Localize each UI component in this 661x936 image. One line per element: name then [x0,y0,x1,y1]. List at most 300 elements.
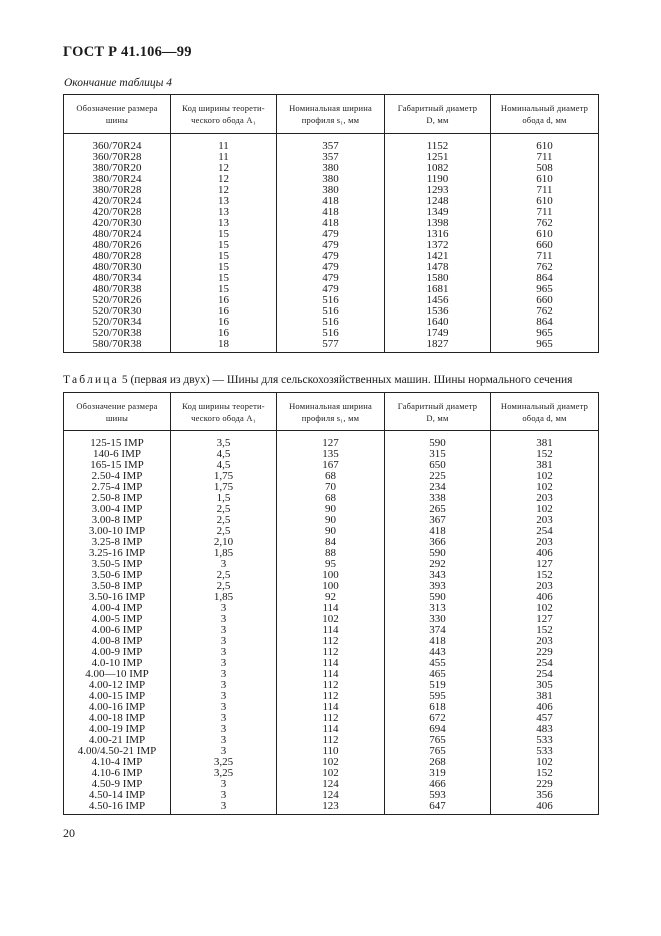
table-cell: 465 [385,669,491,680]
table-cell: 480/70R38 [64,284,171,295]
table-cell: 4.00-16 IMP [64,702,171,713]
table-cell: 1372 [385,240,491,251]
table5-body [64,431,599,815]
table-cell: 965 [491,328,599,339]
table-cell: 457 [491,713,599,724]
table-cell: 3 [171,625,277,636]
table-cell: 765 [385,746,491,757]
table-cell: 127 [491,614,599,625]
table-cell: 16 [171,328,277,339]
table-cell: 112 [277,713,385,724]
table-cell: 380/70R20 [64,163,171,174]
table-cell: 15 [171,229,277,240]
table-cell: 374 [385,625,491,636]
table-cell: 711 [491,185,599,196]
column-header-line: Номинальный диаметр [500,400,589,411]
table-cell: 167 [277,460,385,471]
table-cell: 16 [171,295,277,306]
table5-caption [63,374,572,386]
table-cell: 418 [385,636,491,647]
column-header-line: D, мм [426,115,449,125]
table-cell: 711 [491,152,599,163]
table5-column-header [171,393,277,431]
table-cell: 1827 [385,339,491,353]
table-cell: 1,75 [171,482,277,493]
table4-body [64,134,599,353]
table4 [63,94,599,353]
table4-column-header [491,95,599,134]
table-cell: 380 [277,163,385,174]
column-header-line: Обозначение размера [76,103,158,113]
column-header-line: Габаритный диаметр [397,103,478,113]
table-cell: 13 [171,218,277,229]
table-cell: 3 [171,603,277,614]
table-cell: 15 [171,273,277,284]
table-cell: 152 [491,570,599,581]
table-cell: 2,10 [171,537,277,548]
table-cell: 123 [277,801,385,815]
table-cell: 406 [491,592,599,603]
table-cell: 516 [277,295,385,306]
column-header-line: Габаритный диаметр [397,400,478,411]
table5-column-header [385,393,491,431]
table-cell: 1,85 [171,548,277,559]
table-cell: 357 [277,152,385,163]
table-cell: 762 [491,218,599,229]
table-cell: 479 [277,251,385,262]
table-cell: 330 [385,614,491,625]
table-cell: 102 [491,603,599,614]
table-cell: 3 [171,680,277,691]
table-cell: 3.50-8 IMP [64,581,171,592]
table-cell: 135 [277,449,385,460]
table-cell: 165-15 IMP [64,460,171,471]
table4-column-header [385,95,491,134]
table-cell: 229 [491,779,599,790]
table-cell: 3 [171,691,277,702]
table-cell: 479 [277,240,385,251]
table-cell: 3 [171,790,277,801]
table5-caption-text: 5 (первая из двух) — Шины для сельскохозяйственных машин. Шины нормального сечения [118,374,573,386]
table-cell: 610 [491,174,599,185]
table-cell: 360/70R28 [64,152,171,163]
table-cell: 3 [171,669,277,680]
table-cell: 479 [277,229,385,240]
table-cell: 3 [171,614,277,625]
table-cell: 3 [171,746,277,757]
table-cell: 660 [491,295,599,306]
table-cell: 356 [491,790,599,801]
table-cell: 203 [491,515,599,526]
table-cell: 112 [277,636,385,647]
table-cell: 100 [277,581,385,592]
table-cell: 533 [491,735,599,746]
table4-column-header [277,95,385,134]
table-cell: 12 [171,163,277,174]
column-header-line: шины [105,412,129,423]
table-cell: 1248 [385,196,491,207]
table-cell: 1749 [385,328,491,339]
table-cell: 1293 [385,185,491,196]
table-cell: 102 [491,757,599,768]
table-cell: 480/70R34 [64,273,171,284]
table-cell: 4.00-6 IMP [64,625,171,636]
table-cell: 18 [171,339,277,353]
table-cell: 114 [277,702,385,713]
column-header-line: профиля s₁, мм [301,412,360,423]
table-cell: 114 [277,658,385,669]
table-cell: 2,5 [171,570,277,581]
table-cell: 234 [385,482,491,493]
table4-caption: Окончание таблицы 4 [64,77,172,89]
table-cell: 762 [491,306,599,317]
table-cell: 229 [491,647,599,658]
column-header-line: Код ширины теорети- [182,400,265,411]
table-cell: 1349 [385,207,491,218]
table-cell: 520/70R38 [64,328,171,339]
table-cell: 3.00-8 IMP [64,515,171,526]
table-cell: 114 [277,669,385,680]
table5-caption-prefix: Таблица [63,374,119,386]
table-cell: 590 [385,438,491,449]
table-cell: 765 [385,735,491,746]
table-cell: 11 [171,141,277,152]
table-cell: 343 [385,570,491,581]
table-cell: 4.00-4 IMP [64,603,171,614]
table-cell: 480/70R26 [64,240,171,251]
table4-column-header [64,95,171,134]
table-cell: 520/70R34 [64,317,171,328]
table-cell: 12 [171,174,277,185]
table-cell: 102 [491,482,599,493]
table-cell: 516 [277,317,385,328]
column-header-line: Обозначение размера [76,400,158,411]
table-cell: 420/70R24 [64,196,171,207]
table-cell: 1640 [385,317,491,328]
table-cell: 4.00/4.50-21 IMP [64,746,171,757]
table-cell: 4,5 [171,460,277,471]
table-cell: 479 [277,284,385,295]
table-cell: 2,5 [171,581,277,592]
table-cell: 4.00-21 IMP [64,735,171,746]
table-cell: 254 [491,669,599,680]
table-cell: 127 [277,438,385,449]
table-row [64,339,599,353]
table-cell: 380/70R24 [64,174,171,185]
table-cell: 102 [277,614,385,625]
table-cell: 593 [385,790,491,801]
table-cell: 3 [171,702,277,713]
table-cell: 15 [171,262,277,273]
table-cell: 864 [491,273,599,284]
table-cell: 381 [491,691,599,702]
table-cell: 406 [491,702,599,713]
table-cell: 380 [277,174,385,185]
table-cell: 381 [491,460,599,471]
table-cell: 1,85 [171,592,277,603]
table-cell: 124 [277,779,385,790]
table-cell: 4.00-12 IMP [64,680,171,691]
table-cell: 4.10-4 IMP [64,757,171,768]
page-number: 20 [63,826,75,840]
table-row [64,801,599,815]
table-cell: 125-15 IMP [64,438,171,449]
table-cell: 152 [491,449,599,460]
table-cell: 1316 [385,229,491,240]
table-cell: 203 [491,636,599,647]
table-cell: 88 [277,548,385,559]
table-cell: 1580 [385,273,491,284]
table-cell: 380 [277,185,385,196]
table-cell: 660 [491,240,599,251]
table-cell: 4.50-16 IMP [64,801,171,815]
table-cell: 4.00—10 IMP [64,669,171,680]
table-cell: 102 [491,471,599,482]
table-cell: 95 [277,559,385,570]
table-cell: 965 [491,284,599,295]
table-cell: 4.00-5 IMP [64,614,171,625]
table-cell: 366 [385,537,491,548]
table-cell: 694 [385,724,491,735]
table-cell: 292 [385,559,491,570]
table-cell: 4,5 [171,449,277,460]
column-header-line: обода d, мм [522,412,567,423]
table-cell: 3.50-6 IMP [64,570,171,581]
table-cell: 3.25-8 IMP [64,537,171,548]
table-cell: 3.00-4 IMP [64,504,171,515]
column-header-line: ческого обода A₁ [191,115,256,125]
table5-column-header [491,393,599,431]
table-cell: 520/70R26 [64,295,171,306]
table-cell: 1,75 [171,471,277,482]
table-cell: 1190 [385,174,491,185]
table-cell: 152 [491,768,599,779]
table-cell: 268 [385,757,491,768]
table-cell: 13 [171,196,277,207]
table-cell: 3 [171,647,277,658]
table-cell: 580/70R38 [64,339,171,353]
table-cell: 3 [171,801,277,815]
table-cell: 112 [277,691,385,702]
table-cell: 2,5 [171,526,277,537]
table-cell: 4.00-8 IMP [64,636,171,647]
table-cell: 3.50-5 IMP [64,559,171,570]
column-header-line: Номинальный диаметр [500,103,589,113]
table-cell: 672 [385,713,491,724]
table-cell: 3.50-16 IMP [64,592,171,603]
table-cell: 595 [385,691,491,702]
table-cell: 1456 [385,295,491,306]
table-cell: 102 [277,757,385,768]
table-cell: 650 [385,460,491,471]
table-cell: 114 [277,724,385,735]
table-cell: 2,5 [171,515,277,526]
table5 [63,392,599,815]
table-cell: 420/70R28 [64,207,171,218]
table-cell: 4.00-19 IMP [64,724,171,735]
table-cell: 68 [277,493,385,504]
table-cell: 3 [171,658,277,669]
table-cell: 254 [491,658,599,669]
table-cell: 68 [277,471,385,482]
table-cell: 3 [171,724,277,735]
table-cell: 3,5 [171,438,277,449]
table-cell: 90 [277,515,385,526]
table-cell: 102 [491,504,599,515]
table-cell: 11 [171,152,277,163]
column-header-line: ческого обода A₁ [191,412,256,423]
table-cell: 1,5 [171,493,277,504]
table-cell: 965 [491,339,599,353]
table-cell: 418 [385,526,491,537]
table-cell: 203 [491,581,599,592]
table-cell: 480/70R28 [64,251,171,262]
table-cell: 443 [385,647,491,658]
table-cell: 520/70R30 [64,306,171,317]
table-cell: 4.50-9 IMP [64,779,171,790]
column-header-line: обода d, мм [522,115,567,125]
table-cell: 12 [171,185,277,196]
table5-column-header [277,393,385,431]
table-cell: 225 [385,471,491,482]
table-cell: 393 [385,581,491,592]
table-cell: 254 [491,526,599,537]
table-cell: 152 [491,625,599,636]
table-cell: 466 [385,779,491,790]
table4-header-row [64,95,599,134]
table-cell: 4.00-18 IMP [64,713,171,724]
table-cell: 381 [491,438,599,449]
table-cell: 1082 [385,163,491,174]
table-cell: 1398 [385,218,491,229]
table-cell: 590 [385,592,491,603]
table-cell: 13 [171,207,277,218]
table-cell: 140-6 IMP [64,449,171,460]
table-cell: 2.50-4 IMP [64,471,171,482]
table-cell: 1478 [385,262,491,273]
table-cell: 483 [491,724,599,735]
table-cell: 3.25-16 IMP [64,548,171,559]
table-cell: 406 [491,801,599,815]
table-cell: 203 [491,537,599,548]
column-header-line: Номинальная ширина [289,103,372,113]
table-cell: 84 [277,537,385,548]
table-cell: 110 [277,746,385,757]
table-cell: 338 [385,493,491,504]
table-cell: 360/70R24 [64,141,171,152]
table-cell: 3 [171,636,277,647]
table-cell: 418 [277,196,385,207]
table-cell: 610 [491,141,599,152]
table-cell: 3 [171,779,277,790]
table-cell: 577 [277,339,385,353]
table-cell: 127 [491,559,599,570]
table-cell: 203 [491,493,599,504]
table-cell: 1152 [385,141,491,152]
column-header-line: профиля s₁, мм [301,115,360,125]
table-cell: 112 [277,680,385,691]
table-cell: 100 [277,570,385,581]
table-cell: 4.00-9 IMP [64,647,171,658]
table-cell: 102 [277,768,385,779]
table-cell: 418 [277,207,385,218]
table-cell: 418 [277,218,385,229]
table-cell: 711 [491,251,599,262]
column-header-line: Код ширины теорети- [182,103,265,113]
table-cell: 90 [277,504,385,515]
table-cell: 3,25 [171,757,277,768]
table-cell: 305 [491,680,599,691]
table-cell: 16 [171,317,277,328]
table-cell: 516 [277,328,385,339]
table-cell: 590 [385,548,491,559]
table-cell: 479 [277,262,385,273]
table-cell: 319 [385,768,491,779]
table5-header-row [64,393,599,431]
table-cell: 864 [491,317,599,328]
table-cell: 610 [491,229,599,240]
table-cell: 420/70R30 [64,218,171,229]
table-cell: 70 [277,482,385,493]
table-cell: 480/70R30 [64,262,171,273]
table-cell: 1251 [385,152,491,163]
table-cell: 2.50-8 IMP [64,493,171,504]
table-cell: 1681 [385,284,491,295]
table-cell: 533 [491,746,599,757]
table-cell: 313 [385,603,491,614]
table-cell: 92 [277,592,385,603]
table-cell: 3 [171,713,277,724]
table-cell: 380/70R28 [64,185,171,196]
table-cell: 4.00-15 IMP [64,691,171,702]
table-cell: 15 [171,251,277,262]
table-cell: 610 [491,196,599,207]
table-cell: 15 [171,240,277,251]
table-cell: 4.50-14 IMP [64,790,171,801]
table-cell: 406 [491,548,599,559]
table-cell: 480/70R24 [64,229,171,240]
column-header-line: D, мм [426,412,449,423]
table-cell: 2.75-4 IMP [64,482,171,493]
table-cell: 519 [385,680,491,691]
table-cell: 114 [277,603,385,614]
table-cell: 112 [277,647,385,658]
table-cell: 2,5 [171,504,277,515]
table-cell: 618 [385,702,491,713]
table-cell: 112 [277,735,385,746]
table-cell: 16 [171,306,277,317]
table-cell: 367 [385,515,491,526]
column-header-line: шины [105,115,129,125]
table-cell: 3,25 [171,768,277,779]
table-cell: 15 [171,284,277,295]
table-cell: 455 [385,658,491,669]
column-header-line: Номинальная ширина [289,400,372,411]
table-cell: 4.10-6 IMP [64,768,171,779]
table-cell: 3.00-10 IMP [64,526,171,537]
table-cell: 508 [491,163,599,174]
table-cell: 647 [385,801,491,815]
table-cell: 114 [277,625,385,636]
table-cell: 265 [385,504,491,515]
table-cell: 516 [277,306,385,317]
table-cell: 479 [277,273,385,284]
table-cell: 711 [491,207,599,218]
document-header: ГОСТ Р 41.106—99 [63,44,192,60]
table-cell: 315 [385,449,491,460]
table-cell: 124 [277,790,385,801]
table-cell: 1536 [385,306,491,317]
